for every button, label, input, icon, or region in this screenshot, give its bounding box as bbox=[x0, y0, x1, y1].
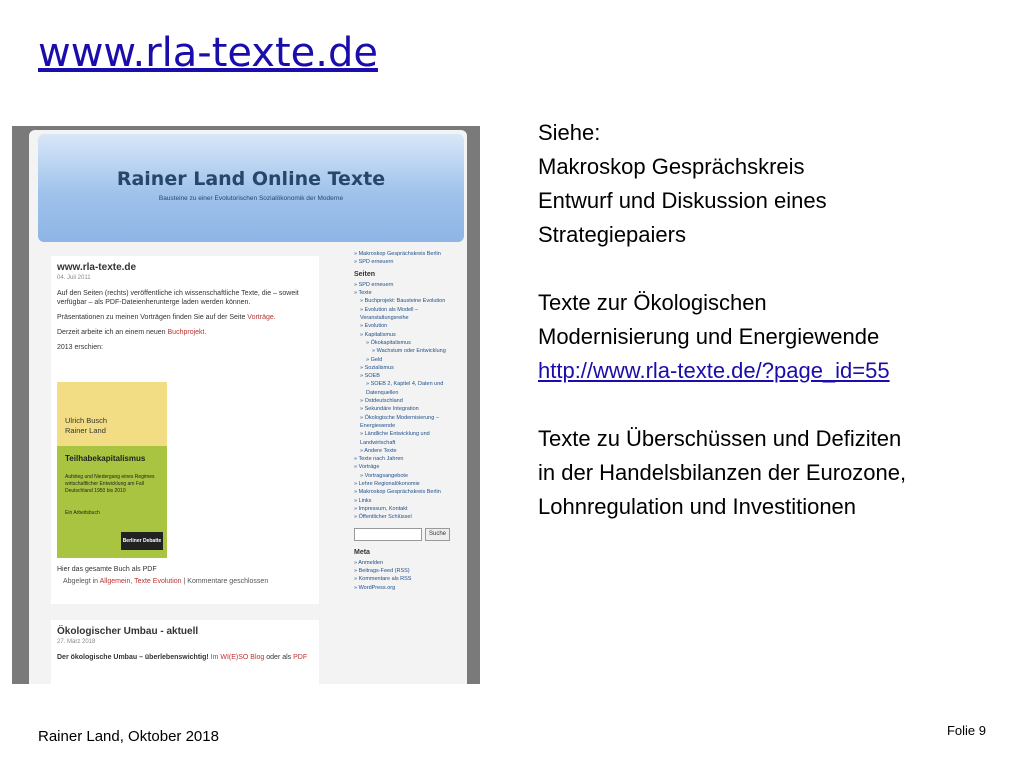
sidebar-page-link[interactable]: » Ökologische Modernisierung – Energiewende bbox=[360, 414, 439, 429]
website-screenshot bbox=[12, 126, 480, 684]
meta-item[interactable]: » Anmelden bbox=[354, 559, 384, 566]
post2-bold: Der ökologische Umbau – überlebenswichtig! bbox=[57, 654, 209, 661]
sidebar-page-link[interactable]: » Makroskop Gesprächskreis Berlin bbox=[354, 489, 441, 496]
sidebar-page-link[interactable]: » Öffentlicher Schlüssel bbox=[354, 514, 412, 521]
meta-item[interactable]: » Beitrags-Feed (RSS) bbox=[354, 568, 410, 575]
post-meta-label: Abgelegt in bbox=[63, 578, 100, 585]
vortraege-link[interactable]: Vorträge. bbox=[247, 314, 276, 321]
meta-item[interactable]: » WordPress.org bbox=[354, 584, 396, 591]
right-text-block-2 bbox=[538, 286, 890, 388]
sidebar-page-link[interactable]: » Lehre Regionalökonomie bbox=[354, 481, 420, 488]
sidebar-page-link[interactable]: » Ökokapitalismus bbox=[366, 339, 411, 346]
slide-number: Folie 9 bbox=[946, 723, 986, 738]
sidebar-page-link[interactable]: » Wachstum oder Entwicklung bbox=[372, 348, 446, 355]
site-banner bbox=[38, 134, 464, 242]
post-paragraph-3-text: Derzeit arbeite ich an einem neuen bbox=[57, 329, 168, 336]
sidebar-page-link[interactable]: » Buchprojekt: Bausteine Evolution bbox=[360, 298, 446, 305]
text-line: Entwurf und Diskussion eines bbox=[538, 188, 827, 213]
post-paragraph-4: 2013 erschien: bbox=[57, 344, 103, 351]
wieso-blog-link[interactable]: Im WI(E)SO Blog bbox=[208, 654, 265, 661]
sidebar-top-item[interactable]: » SPD erneuern bbox=[354, 259, 394, 266]
book-author-1: Ulrich Busch bbox=[65, 416, 108, 425]
page-id-55-link[interactable]: http://www.rla-texte.de/?page_id=55 bbox=[538, 358, 890, 383]
text-line: Modernisierung und Energiewende bbox=[538, 324, 880, 349]
sidebar-page-link[interactable]: » Ländliche Entwicklung und Landwirtschaft bbox=[360, 431, 430, 446]
post-paragraph-3 bbox=[57, 328, 313, 337]
sidebar-page-link[interactable]: » Kapitalismus bbox=[360, 331, 396, 338]
sidebar-page-link[interactable]: » Texte nach Jahren bbox=[354, 456, 404, 463]
sidebar-page-link[interactable]: » Andere Texte bbox=[360, 447, 397, 454]
text-line: Texte zur Ökologischen bbox=[538, 290, 767, 315]
sidebar-top-item[interactable]: » Makroskop Gesprächskreis Berlin bbox=[354, 251, 441, 257]
publisher-badge: Berliner Debatte bbox=[121, 532, 163, 550]
sidebar-page-link[interactable]: » Vorträge bbox=[354, 464, 380, 471]
seiten-list bbox=[354, 281, 466, 522]
sidebar-page-link[interactable]: » Sozialismus bbox=[360, 364, 394, 371]
post-paragraph-2 bbox=[57, 313, 313, 322]
footer-author-date: Rainer Land, Oktober 2018 bbox=[38, 728, 219, 745]
post-second bbox=[51, 620, 319, 684]
text-line: Lohnregulation und Investitionen bbox=[538, 494, 857, 519]
sidebar-page-link[interactable]: » Texte bbox=[354, 290, 372, 297]
slide-title-link[interactable]: www.rla-texte.de bbox=[38, 30, 378, 76]
sidebar-page-link[interactable]: » Geld bbox=[366, 356, 383, 363]
sidebar-page-link[interactable]: » Links bbox=[354, 497, 372, 504]
book-author-2: Rainer Land bbox=[65, 426, 106, 435]
post-title[interactable]: www.rla-texte.de bbox=[57, 262, 137, 273]
site-title: Rainer Land Online Texte bbox=[116, 168, 386, 190]
text-line: Texte zu Überschüssen und Defiziten bbox=[538, 426, 902, 451]
sidebar-page-link[interactable]: » SOEB 2, Kapitel 4, Daten und Datenquellen bbox=[366, 381, 444, 396]
post-paragraph-1: Auf den Seiten (rechts) veröffentliche ich wissenschaftliche Texte, die – soweit verfügbar – als PDF-Dateienherunterge laden werden können. bbox=[57, 290, 299, 306]
book-cover-top bbox=[57, 382, 167, 446]
seiten-heading: Seiten bbox=[354, 270, 376, 278]
post-main bbox=[51, 256, 319, 604]
post-meta bbox=[63, 578, 268, 585]
post2-title[interactable]: Ökologischer Umbau - aktuell bbox=[57, 626, 199, 637]
book-authors bbox=[65, 416, 107, 436]
post2-text-rest: oder als bbox=[264, 654, 294, 661]
text-line: Strategiepaiers bbox=[538, 222, 686, 247]
right-text-block-3 bbox=[538, 422, 906, 524]
sidebar-page-link[interactable]: » Vortragsangebote bbox=[360, 472, 409, 479]
sidebar-page-link[interactable]: » Evolution bbox=[360, 323, 388, 330]
meta-item[interactable]: » Kommentare als RSS bbox=[354, 576, 412, 583]
book-note: Ein Arbeitsbuch bbox=[65, 510, 100, 516]
search-button[interactable]: Suche bbox=[425, 528, 450, 541]
meta-heading: Meta bbox=[354, 548, 370, 556]
book-title: Teilhabekapitalismus bbox=[65, 454, 146, 463]
text-line: Makroskop Gesprächskreis bbox=[538, 154, 805, 179]
search-input[interactable] bbox=[354, 528, 422, 541]
sidebar-page-link[interactable]: » Impressum, Kontakt bbox=[354, 505, 408, 512]
right-text-block-1 bbox=[538, 116, 827, 252]
sidebar-page-link[interactable]: » Ostdeutschland bbox=[360, 398, 403, 405]
sidebar bbox=[354, 250, 466, 592]
post2-date: 27. März 2018 bbox=[57, 639, 96, 645]
category-links[interactable]: Allgemein, Texte Evolution bbox=[99, 578, 182, 585]
text-line: in der Handelsbilanzen der Eurozone, bbox=[538, 460, 907, 485]
book-cover-image[interactable] bbox=[57, 382, 167, 558]
book-pdf-link[interactable]: Hier das gesamte Buch als PDF bbox=[57, 566, 157, 573]
sidebar-page-link[interactable]: » SPD erneuern bbox=[354, 281, 394, 288]
buchprojekt-link[interactable]: Buchprojekt. bbox=[167, 329, 207, 336]
post-paragraph-2-text: Präsentationen zu meinen Vorträgen finden Sie auf der Seite bbox=[57, 314, 248, 321]
text-line: Siehe: bbox=[538, 120, 601, 145]
comments-closed: | Kommentare geschlossen bbox=[181, 578, 269, 585]
sidebar-page-link[interactable]: » Evolution als Modell – Veranstaltungsreihe bbox=[360, 306, 419, 322]
website-page bbox=[29, 130, 467, 684]
sidebar-page-link[interactable]: » SOEB bbox=[360, 373, 380, 380]
site-subtitle: Bausteine zu einer Evolutorischen Sozialökonomik der Moderne bbox=[158, 195, 344, 202]
post-date: 04. Juli 2011 bbox=[57, 275, 91, 281]
search-box bbox=[354, 528, 466, 541]
book-subtitle: Aufstieg und Niedergang eines Regimes wirtschaftlicher Entwicklung am Fall Deutschland 1950 bis 2010 bbox=[65, 474, 155, 494]
post2-text bbox=[57, 653, 313, 662]
post2-pdf-link[interactable]: PDF bbox=[293, 654, 308, 661]
sidebar-page-link[interactable]: » Sekundäre Integration bbox=[360, 406, 419, 413]
